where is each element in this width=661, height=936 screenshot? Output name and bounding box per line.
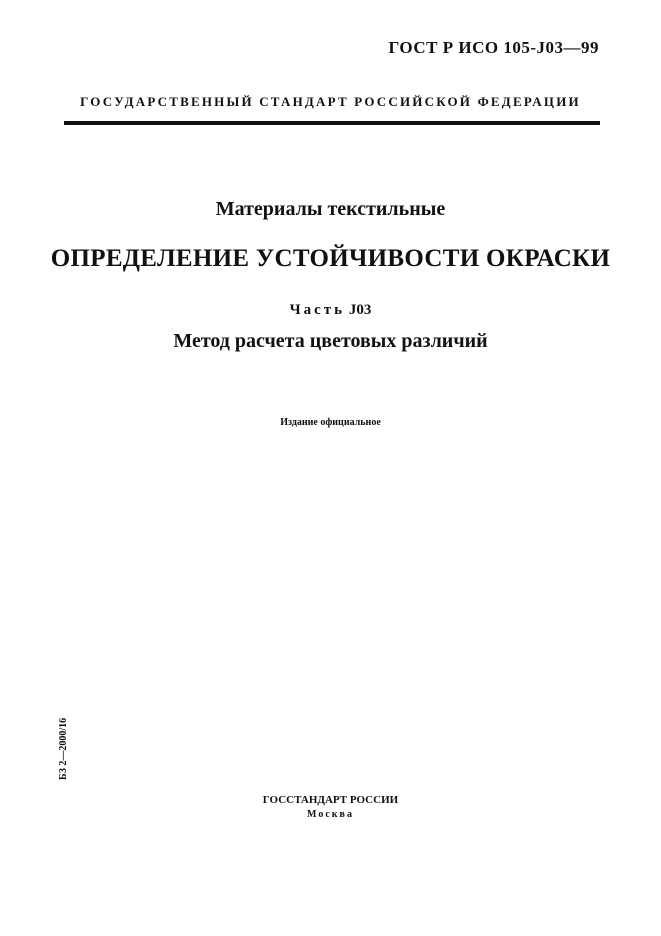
- header-divider: [64, 121, 600, 125]
- part-number: J03: [348, 302, 372, 318]
- publisher: ГОССТАНДАРТ РОССИИ: [262, 794, 399, 806]
- document-code: ГОСТ Р ИСО 105-J03—99: [388, 38, 599, 57]
- state-standard-heading: ГОСУДАРСТВЕННЫЙ СТАНДАРТ РОССИЙСКОЙ ФЕДЕРАЦИИ: [80, 94, 581, 109]
- part-heading: [0, 302, 661, 319]
- material-title: Материалы текстильные: [215, 198, 446, 220]
- part-title: Метод расчета цветовых различий: [173, 330, 488, 352]
- side-code: БЗ 2—2000/16: [58, 717, 69, 780]
- part-word: Часть: [289, 302, 346, 318]
- main-title: ОПРЕДЕЛЕНИЕ УСТОЙЧИВОСТИ ОКРАСКИ: [50, 245, 611, 272]
- edition-label: Издание официальное: [280, 417, 381, 428]
- city: Москва: [307, 809, 354, 820]
